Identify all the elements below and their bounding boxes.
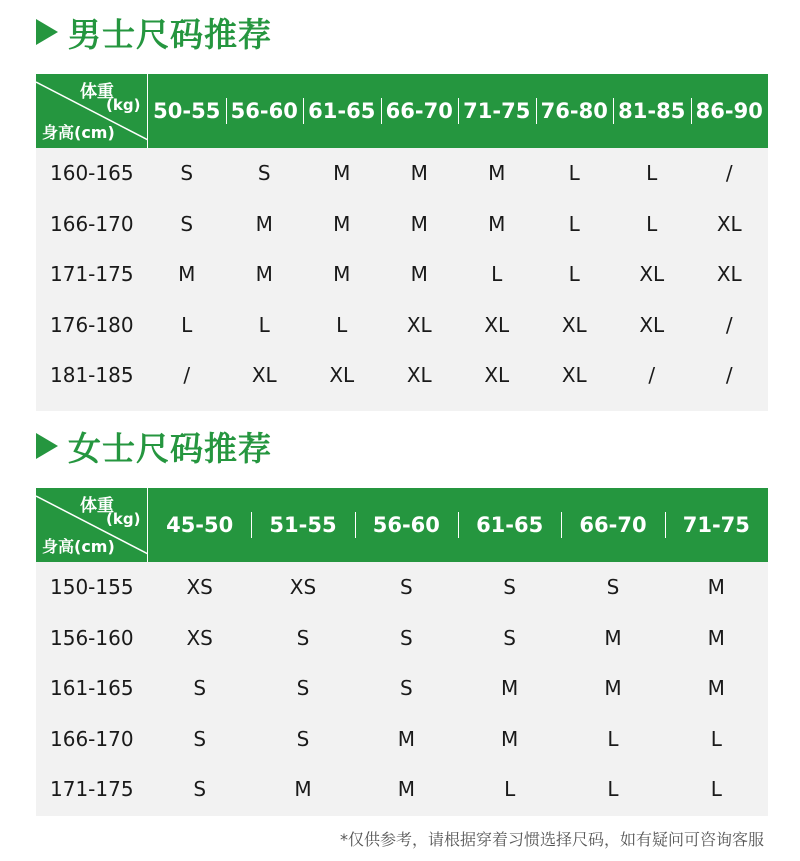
- size-cell: L: [568, 211, 580, 236]
- size-cell: S: [606, 575, 620, 600]
- women-section-title: [36, 421, 272, 471]
- height-range-label: 176-180: [50, 312, 134, 337]
- weight-column-header: 66-70: [381, 74, 459, 148]
- table-row: [36, 199, 768, 250]
- size-cell: XL: [561, 363, 587, 388]
- weight-column-header: 71-75: [458, 74, 536, 148]
- size-cell: M: [488, 211, 506, 236]
- men-table-header: [36, 74, 768, 148]
- size-cell: S: [180, 161, 194, 186]
- size-cell: S: [193, 777, 207, 802]
- men-table-body: [36, 148, 768, 401]
- size-cell: /: [725, 312, 733, 337]
- women-size-table: [36, 488, 768, 816]
- size-cell: XL: [639, 262, 665, 287]
- size-cell: XL: [716, 262, 742, 287]
- weight-column-header: 56-60: [226, 74, 304, 148]
- size-cell: M: [501, 676, 519, 701]
- men-corner-cell: [36, 74, 148, 148]
- size-cell: XL: [406, 363, 432, 388]
- weight-column-header: 81-85: [613, 74, 691, 148]
- size-cell: M: [255, 262, 273, 287]
- weight-column-header: 71-75: [665, 488, 768, 562]
- size-cell: M: [707, 676, 725, 701]
- size-cell: L: [181, 312, 193, 337]
- size-cell: L: [710, 777, 722, 802]
- size-cell: XL: [484, 363, 510, 388]
- size-cell: L: [646, 161, 658, 186]
- size-cell: M: [488, 161, 506, 186]
- play-triangle-icon: [36, 433, 58, 459]
- size-cell: S: [296, 676, 310, 701]
- size-cell: M: [178, 262, 196, 287]
- table-row: [36, 714, 768, 765]
- size-cell: M: [294, 777, 312, 802]
- size-cell: L: [646, 211, 658, 236]
- size-cell: L: [607, 726, 619, 751]
- size-cell: XL: [251, 363, 277, 388]
- size-cell: M: [410, 262, 428, 287]
- size-cell: M: [333, 161, 351, 186]
- size-cell: M: [410, 161, 428, 186]
- height-range-label: 171-175: [50, 777, 134, 802]
- men-title-text: 男士尺码推荐: [68, 14, 272, 54]
- size-cell: XS: [289, 575, 317, 600]
- table-row: [36, 562, 768, 613]
- size-cell: M: [604, 676, 622, 701]
- size-cell: L: [258, 312, 270, 337]
- table-row: [36, 148, 768, 199]
- women-table-body: [36, 562, 768, 815]
- size-cell: /: [725, 363, 733, 388]
- size-cell: M: [397, 777, 415, 802]
- table-row: [36, 300, 768, 351]
- footnote: *仅供参考，请根据穿着习惯选择尺码，如有疑问可咨询客服: [339, 830, 764, 849]
- men-section-title: [36, 7, 272, 57]
- size-cell: M: [333, 262, 351, 287]
- table-row: [36, 249, 768, 300]
- play-triangle-icon: [36, 19, 58, 45]
- height-range-label: 171-175: [50, 262, 134, 287]
- size-cell: XS: [186, 575, 213, 600]
- size-cell: L: [568, 262, 580, 287]
- size-cell: XL: [406, 312, 432, 337]
- size-cell: XL: [561, 312, 587, 337]
- size-cell: /: [183, 363, 191, 388]
- size-cell: M: [707, 575, 725, 600]
- size-cell: S: [193, 676, 207, 701]
- weight-column-header: 45-50: [166, 513, 234, 537]
- size-cell: S: [503, 575, 516, 600]
- size-cell: M: [501, 726, 519, 751]
- size-cell: L: [504, 777, 516, 802]
- size-cell: XS: [186, 625, 213, 650]
- men-weight-columns: [148, 74, 768, 148]
- height-range-label: 166-170: [50, 726, 134, 751]
- size-cell: L: [710, 726, 722, 751]
- size-cell: L: [491, 262, 503, 287]
- size-cell: S: [399, 676, 413, 701]
- weight-label: 体重: [80, 82, 114, 102]
- size-cell: S: [399, 625, 413, 650]
- table-row: [36, 663, 768, 714]
- weight-column-header: 66-70: [561, 488, 664, 562]
- size-cell: XL: [329, 363, 355, 388]
- size-cell: S: [296, 726, 310, 751]
- weight-column-header: 76-80: [536, 74, 614, 148]
- height-range-label: 161-165: [50, 676, 134, 701]
- table-row: [36, 764, 768, 815]
- kg-label: (kg): [106, 96, 141, 114]
- size-cell: XL: [484, 312, 510, 337]
- height-label: 身高(cm): [42, 123, 115, 142]
- size-cell: M: [333, 211, 351, 236]
- size-cell: M: [707, 625, 725, 650]
- size-cell: M: [397, 726, 415, 751]
- table-row: [36, 613, 768, 664]
- women-corner-cell: [36, 488, 148, 562]
- weight-column-header: 51-55: [251, 488, 354, 562]
- size-cell: S: [503, 625, 516, 650]
- weight-column-header: 61-65: [303, 74, 381, 148]
- size-cell: XL: [716, 211, 742, 236]
- weight-column-header: 50-55: [153, 99, 221, 123]
- size-cell: XL: [639, 312, 665, 337]
- kg-label: (kg): [106, 510, 141, 528]
- height-range-label: 166-170: [50, 211, 134, 236]
- size-cell: S: [296, 625, 310, 650]
- size-cell: S: [193, 726, 207, 751]
- height-range-label: 181-185: [50, 363, 134, 388]
- size-cell: M: [410, 211, 428, 236]
- size-cell: S: [257, 161, 271, 186]
- height-range-label: 156-160: [50, 625, 134, 650]
- height-range-label: 160-165: [50, 161, 134, 186]
- weight-column-header: 86-90: [691, 74, 769, 148]
- size-cell: S: [399, 575, 413, 600]
- size-cell: S: [180, 211, 194, 236]
- size-cell: /: [648, 363, 656, 388]
- height-range-label: 150-155: [50, 575, 134, 600]
- women-table-header: [36, 488, 768, 562]
- size-cell: L: [568, 161, 580, 186]
- height-label: 身高(cm): [42, 537, 115, 556]
- size-cell: M: [604, 625, 622, 650]
- size-cell: M: [255, 211, 273, 236]
- size-cell: /: [725, 161, 733, 186]
- men-size-table: [36, 74, 768, 411]
- weight-column-header: 61-65: [458, 488, 561, 562]
- women-title-text: 女士尺码推荐: [68, 428, 272, 468]
- size-cell: L: [607, 777, 619, 802]
- weight-column-header: 56-60: [355, 488, 458, 562]
- women-weight-columns: [148, 488, 768, 562]
- weight-label: 体重: [80, 496, 114, 516]
- size-cell: L: [336, 312, 348, 337]
- table-row: [36, 350, 768, 401]
